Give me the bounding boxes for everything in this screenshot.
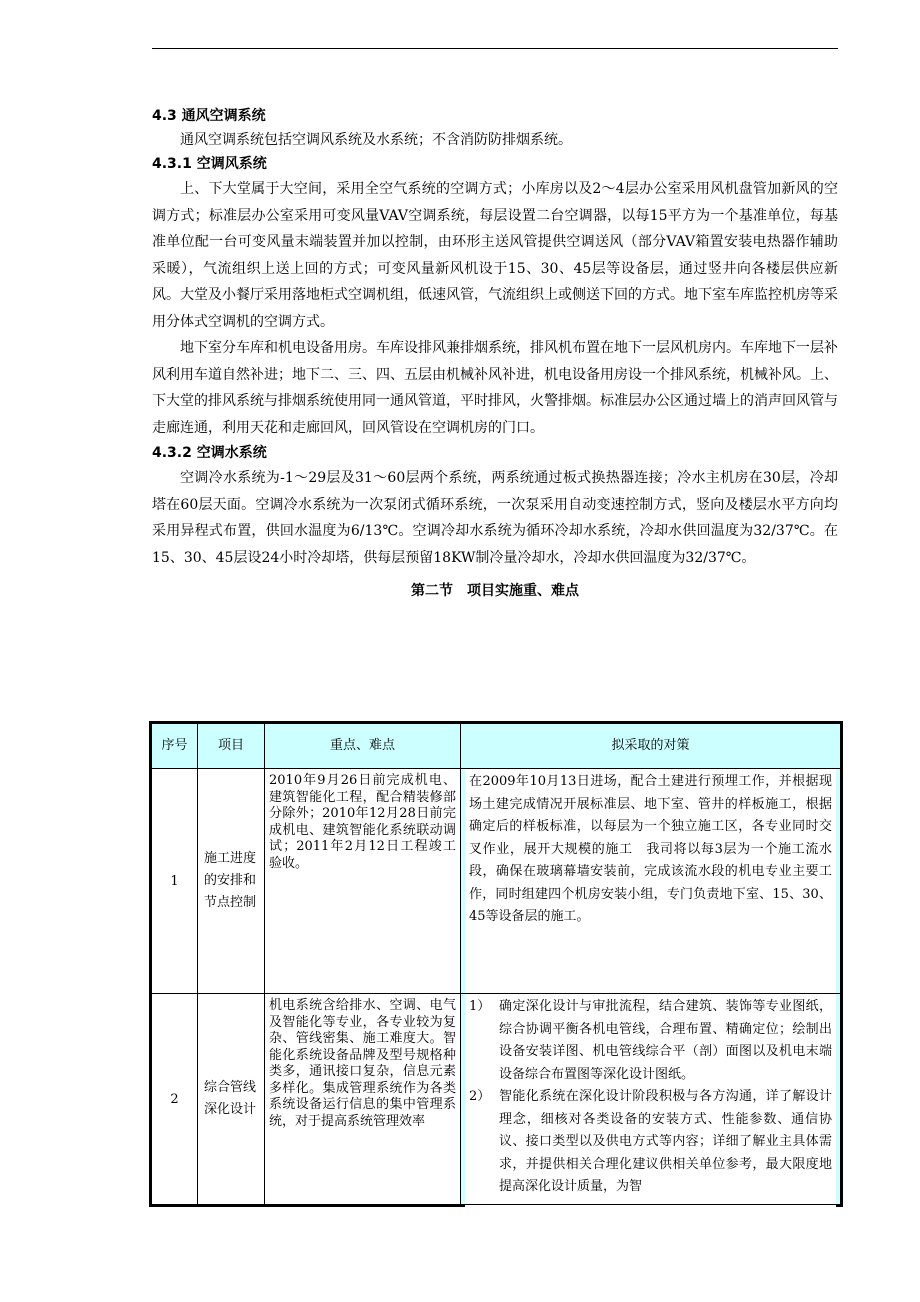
- list-item-text: 确定深化设计与审批流程，结合建筑、装饰等专业图纸，综合协调平衡各机电管线，合理布置、精确定位；绘制出设备安装详图、机电管线综合平（剖）面图以及机电末端设备综合布置图等深化设计图纸。: [499, 999, 832, 1082]
- row-item: 施工进度的安排和节点控制: [198, 769, 265, 994]
- header-rule: [152, 48, 838, 49]
- water-system-paragraph: 空调冷水系统为-1～29层及31～60层两个系统，两系统通过板式换热器连接；冷水主机房在30层，冷却塔在60层天面。空调冷水系统为一次泵闭式循环系统，一次泵采用自动变速控制方式，竖向及楼层水平方向均采用异程式布置，供回水温度为6/13℃。空调冷却水系统为循环冷却水系统，冷却水供回温度为32/37℃。在15、30、45层设24小时冷却塔，供每层预留18KW制冷量冷却水，冷却水供回温度为32/37℃。: [152, 470, 838, 566]
- row-key-points: 2010年9月26日前完成机电、建筑智能化工程，配合精装修部分除外；2010年12月28日前完成机电、建筑智能化系统联动调试；2011年2月12日工程竣工验收。: [265, 769, 461, 994]
- table-row: [152, 769, 841, 994]
- heading-4-3-1: 4.3.1 空调风系统: [152, 156, 267, 172]
- header-key: 重点、难点: [265, 724, 461, 769]
- row-plan-cell: [461, 769, 841, 994]
- table-header-row: [152, 724, 841, 769]
- intro-paragraph: 通风空调系统包括空调风系统及水系统；不含消防防排烟系统。: [180, 132, 572, 148]
- row-plan-cell: [461, 994, 841, 1205]
- row-plan-list: [465, 994, 836, 1208]
- row-number: 1: [152, 769, 198, 994]
- heading-4-3: 4.3 通风空调系统: [152, 108, 266, 124]
- key-points-table: [149, 721, 843, 1207]
- row-plan: 在2009年10月13日进场，配合土建进行预埋工作，并根据现场土建完成情况开展标准层、地下室、管井的样板施工，根据确定后的样板标准，以每层为一个独立施工区，各专业同时交叉作业，展开大规模的施工 我司将以每3层为一个施工流水段，确保在玻璃幕墙安装前，完成该流水段的机电专业主要工作，同时组建四个机房安装小组，专门负责地下室、15、30、45等设备层的施工。: [465, 769, 836, 997]
- list-item: [469, 1086, 832, 1199]
- document-body: [152, 104, 838, 603]
- header-no: 序号: [152, 724, 198, 769]
- list-item: [469, 996, 832, 1086]
- air-system-paragraph-2: 地下室分车库和机电设备用房。车库设排风兼排烟系统，排风机布置在地下一层风机房内。车库地下一层补风利用车道自然补进；地下二、三、四、五层由机械补风补进，机电设备用房设一个排风系统，机械补风。上、下大堂的排风系统与排烟系统使用同一通风管道，平时排风，火警排烟。标准层办公区通过墙上的消声回风管与走廊连通，利用天花和走廊回风，回风管设在空调机房的门口。: [152, 340, 838, 436]
- row-key-points: 机电系统含给排水、空调、电气及智能化等专业，各专业较为复杂、管线密集、施工难度大。智能化系统设备品牌及型号规格种类多，通讯接口复杂，信息元素多样化。集成管理系统作为各类系统设备运行信息的集中管理系统，对于提高系统管理效率: [265, 994, 461, 1205]
- heading-4-3-2: 4.3.2 空调水系统: [152, 445, 267, 461]
- row-item: 综合管线深化设计: [198, 994, 265, 1205]
- table-row: [152, 994, 841, 1205]
- air-system-paragraph-1: 上、下大堂属于大空间，采用全空气系统的空调方式；小库房以及2～4层办公室采用风机盘管加新风的空调方式；标准层办公室采用可变风量VAV空调系统，每层设置二台空调器，以每15平方为一个基准单位，每基准单位配一台可变风量末端装置并加以控制，由环形主送风管提供空调送风（部分VAV箱置安装电热器作辅助采暖），气流组织上送上回的方式；可变风量新风机设于15、30、45层等设备层，通过竖井向各楼层供应新风。大堂及小餐厅采用落地柜式空调机组，低速风管，气流组织上或侧送下回的方式。地下室车库监控机房等采用分体式空调机的空调方式。: [152, 181, 838, 330]
- header-plan: 拟采取的对策: [461, 724, 841, 769]
- list-item-text: 智能化系统在深化设计阶段积极与各方沟通，详了解设计理念，细核对各类设备的安装方式、性能参数、通信协议、接口类型以及供电方式等内容；详细了解业主具体需求，并提供相关合理化建议供相关单位参考，最大限度地提高深化设计质量，为智: [499, 1089, 832, 1194]
- list-item-number: 1）: [469, 999, 491, 1014]
- header-item: 项目: [198, 724, 265, 769]
- section-title: 第二节 项目实施重、难点: [411, 583, 579, 599]
- row-number: 2: [152, 994, 198, 1205]
- list-item-number: 2）: [469, 1089, 491, 1104]
